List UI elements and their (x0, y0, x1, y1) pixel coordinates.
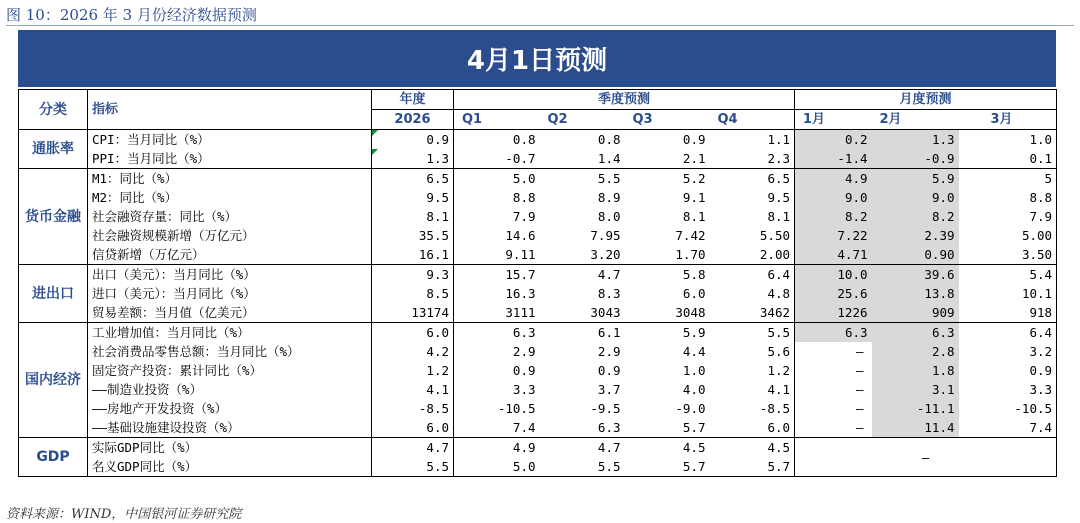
value-m2: 0.90 (872, 245, 959, 265)
table-row (19, 284, 1057, 303)
header-annual: 年度 (372, 90, 454, 110)
value-year: 8.5 (372, 284, 454, 303)
value-q2: 6.1 (540, 323, 625, 343)
value-q2: 1.4 (540, 149, 625, 169)
value-q3: 3048 (625, 303, 710, 323)
value-q3: 9.1 (682, 190, 706, 205)
value-q4: 5.5 (710, 323, 795, 343)
value-q2: 5.5 (540, 457, 625, 477)
indicator-name: ——房地产开发投资（%） (88, 399, 372, 418)
value-q4: 1.1 (710, 130, 795, 150)
header-month-1: 1月 (795, 110, 872, 130)
value-m1: 7.22 (795, 226, 872, 245)
value-m3: 5.4 (959, 265, 1057, 285)
value-q1: -0.7 (454, 149, 540, 169)
value-m2: 11.4 (872, 418, 959, 438)
indicator-name: 信贷新增（万亿元） (88, 245, 372, 265)
value-q1: 8.8 (512, 190, 536, 205)
value-m3: 0.1 (959, 149, 1057, 169)
value-m1: 4.9 (795, 169, 872, 189)
value-q2: 8.0 (597, 209, 621, 224)
value-year: 16.1 (372, 245, 454, 265)
value-m2: 13.8 (872, 284, 959, 303)
value-q1: 5.0 (454, 457, 540, 477)
value-year: 5.5 (372, 457, 454, 477)
value-q4: 9.5 (710, 188, 795, 207)
table-row (19, 226, 1057, 245)
source-note: 资料来源：WIND，中国银河证券研究院 (6, 507, 242, 522)
value-q1: 3.3 (512, 382, 536, 397)
value-m3: 7.4 (959, 418, 1057, 438)
table-row (19, 169, 1057, 189)
value-m1: – (855, 344, 864, 359)
header-q1: Q1 (454, 110, 540, 130)
value-m1: -1.4 (795, 149, 872, 169)
indicator-name: PPI：当月同比（%） (88, 149, 372, 169)
value-q2: 4.7 (540, 265, 625, 285)
value-m2: 9.0 (872, 188, 959, 207)
value-m3: 3.2 (959, 342, 1057, 361)
value-q4: 4.5 (710, 438, 795, 458)
value-q1: 14.6 (505, 228, 536, 243)
value-q4: -8.5 (710, 399, 795, 418)
value-m1: 8.2 (795, 207, 872, 226)
value-q1: 5.0 (454, 169, 540, 189)
value-q4: 3462 (710, 303, 795, 323)
value-m1: – (855, 363, 864, 378)
value-year: 8.1 (372, 207, 454, 226)
table-row (19, 323, 1057, 343)
header-indicator: 指标 (88, 90, 372, 130)
indicator-name: 社会融资规模新增（万亿元） (88, 226, 372, 245)
value-m2: 909 (872, 303, 959, 323)
value-q3: -9.0 (675, 401, 706, 416)
value-q2: 6.3 (540, 418, 625, 438)
value-q3: 2.1 (625, 149, 710, 169)
value-m3: 5 (959, 169, 1057, 189)
header-q2: Q2 (540, 110, 625, 130)
value-m2: 2.8 (872, 342, 959, 361)
caption-rule (6, 25, 1074, 26)
value-q1: 0.9 (512, 363, 536, 378)
value-q1: 4.9 (454, 438, 540, 458)
category-cell: 进出口 (19, 265, 88, 323)
value-q1: 0.8 (454, 130, 540, 150)
value-m2: 1.3 (872, 130, 959, 150)
value-q1: 7.9 (512, 209, 536, 224)
table-row (19, 303, 1057, 323)
category-cell: 通胀率 (19, 130, 88, 169)
value-q4: 6.4 (710, 265, 795, 285)
value-m3: 918 (959, 303, 1057, 323)
value-q3: 5.7 (625, 418, 710, 438)
value-q3: 5.7 (625, 457, 710, 477)
value-year: 9.3 (372, 265, 454, 285)
indicator-name: ——制造业投资（%） (88, 380, 372, 399)
value-m3: 7.9 (959, 207, 1057, 226)
value-q4: 5.6 (710, 342, 795, 361)
indicator-name: 实际GDP同比（%） (88, 438, 372, 458)
value-m1: 25.6 (795, 284, 872, 303)
value-q2: 7.95 (590, 228, 621, 243)
value-m1: – (855, 382, 864, 397)
value-q3: 5.9 (625, 323, 710, 343)
table-row (19, 188, 1057, 207)
value-m3: -10.5 (959, 399, 1057, 418)
indicator-name: ——基础设施建设投资（%） (88, 418, 372, 438)
value-year: 4.1 (372, 380, 454, 399)
value-q2: 3.7 (597, 382, 621, 397)
value-q3: 4.5 (625, 438, 710, 458)
value-q3: 4.0 (682, 382, 706, 397)
value-m2: 8.2 (872, 207, 959, 226)
value-q4: 2.00 (710, 245, 795, 265)
category-cell: GDP (19, 438, 88, 477)
value-q4: 4.1 (710, 380, 795, 399)
table-row (19, 265, 1057, 285)
value-q3: 1.70 (625, 245, 710, 265)
header-month-2: 2月 (872, 110, 959, 130)
value-year: 1.3 (372, 149, 454, 169)
value-q4: 2.3 (710, 149, 795, 169)
monthly-empty-cell: – (795, 438, 1057, 477)
table-row (19, 130, 1057, 150)
value-m3: 8.8 (959, 188, 1057, 207)
value-m3: 1.0 (959, 130, 1057, 150)
value-q2: 8.9 (597, 190, 621, 205)
table-row (19, 342, 1057, 361)
value-m3: 5.00 (959, 226, 1057, 245)
indicator-name: 社会融资存量：同比（%） (88, 207, 372, 226)
table-row (19, 438, 1057, 458)
table-row (19, 149, 1057, 169)
indicator-name: 工业增加值：当月同比（%） (88, 323, 372, 343)
table-row (19, 380, 1057, 399)
value-year: 0.9 (372, 130, 454, 150)
indicator-name: 名义GDP同比（%） (88, 457, 372, 477)
category-cell: 国内经济 (19, 323, 88, 438)
banner-title: 4月1日预测 (18, 30, 1056, 87)
value-m1: 0.2 (795, 130, 872, 150)
value-q3: 0.9 (625, 130, 710, 150)
value-m1: 4.71 (795, 245, 872, 265)
table-row (19, 399, 1057, 418)
value-q2: 3.20 (540, 245, 625, 265)
value-q3: 4.4 (682, 344, 706, 359)
forecast-table (18, 89, 1057, 477)
indicator-name: 社会消费品零售总额：当月同比（%） (88, 342, 372, 361)
header-q4: Q4 (710, 110, 795, 130)
value-m1: 6.3 (795, 323, 872, 343)
value-q1: 9.11 (454, 245, 540, 265)
value-m3: 3.50 (959, 245, 1057, 265)
value-m2: 2.39 (872, 226, 959, 245)
value-year: 13174 (372, 303, 454, 323)
value-m2: -11.1 (872, 399, 959, 418)
value-q4: 1.2 (710, 361, 795, 380)
indicator-name: CPI：当月同比（%） (88, 130, 372, 150)
value-year: 4.2 (372, 342, 454, 361)
indicator-name: 固定资产投资：累计同比（%） (88, 361, 372, 380)
value-q1: 15.7 (454, 265, 540, 285)
value-m3: 6.4 (959, 323, 1057, 343)
value-q3: 6.0 (682, 286, 706, 301)
header-monthly: 月度预测 (795, 90, 1057, 110)
value-q1: 2.9 (512, 344, 536, 359)
value-q4: 4.8 (710, 284, 795, 303)
value-m2: 6.3 (872, 323, 959, 343)
value-q1: 6.3 (454, 323, 540, 343)
value-q2: 5.5 (540, 169, 625, 189)
value-m2: 1.8 (872, 361, 959, 380)
value-q4: 5.50 (710, 226, 795, 245)
value-q4: 6.5 (710, 169, 795, 189)
header-month-3: 3月 (959, 110, 1057, 130)
value-m1: – (795, 418, 872, 438)
value-q2: 4.7 (540, 438, 625, 458)
header-year: 2026 (372, 110, 454, 130)
header-q3: Q3 (625, 110, 710, 130)
value-q1: 16.3 (505, 286, 536, 301)
value-m2: -0.9 (872, 149, 959, 169)
indicator-name: 出口（美元）：当月同比（%） (88, 265, 372, 285)
value-m2: 5.9 (872, 169, 959, 189)
value-q3: 8.1 (682, 209, 706, 224)
value-year: 4.7 (372, 438, 454, 458)
value-q4: 5.7 (710, 457, 795, 477)
value-m1: 1226 (795, 303, 872, 323)
value-q2: -9.5 (590, 401, 621, 416)
value-q3: 5.8 (625, 265, 710, 285)
table-row (19, 418, 1057, 438)
value-year: 6.0 (372, 323, 454, 343)
value-year: 6.0 (372, 418, 454, 438)
category-cell: 货币金融 (19, 169, 88, 265)
indicator-name: 贸易差额：当月值（亿美元） (88, 303, 372, 323)
value-q2: 8.3 (597, 286, 621, 301)
value-m3: 10.1 (959, 284, 1057, 303)
value-year: 35.5 (372, 226, 454, 245)
value-q3: 1.0 (682, 363, 706, 378)
value-q2: 0.8 (540, 130, 625, 150)
value-m3: 3.3 (959, 380, 1057, 399)
value-q2: 3043 (540, 303, 625, 323)
table-row (19, 207, 1057, 226)
indicator-name: M2：同比（%） (88, 188, 372, 207)
value-m1: 9.0 (795, 188, 872, 207)
indicator-name: M1：同比（%） (88, 169, 372, 189)
value-year: 9.5 (372, 188, 454, 207)
header-quarterly: 季度预测 (454, 90, 795, 110)
value-m2: 3.1 (872, 380, 959, 399)
value-q1: -10.5 (497, 401, 536, 416)
value-year: -8.5 (372, 399, 454, 418)
value-m1: 10.0 (795, 265, 872, 285)
table-row (19, 361, 1057, 380)
value-m3: 0.9 (959, 361, 1057, 380)
value-m2: 39.6 (872, 265, 959, 285)
value-q1: 7.4 (454, 418, 540, 438)
value-q3: 5.2 (625, 169, 710, 189)
value-year: 6.5 (372, 169, 454, 189)
value-m1: – (855, 401, 864, 416)
figure-caption: 图 10：2026 年 3 月份经济数据预测 (6, 6, 257, 24)
indicator-name: 进口（美元）：当月同比（%） (88, 284, 372, 303)
value-year: 1.2 (372, 361, 454, 380)
value-q3: 7.42 (675, 228, 706, 243)
value-q4: 8.1 (710, 207, 795, 226)
header-category: 分类 (19, 90, 88, 130)
value-q2: 2.9 (597, 344, 621, 359)
table-row (19, 245, 1057, 265)
value-q1: 3111 (454, 303, 540, 323)
value-q4: 6.0 (710, 418, 795, 438)
value-q2: 0.9 (597, 363, 621, 378)
